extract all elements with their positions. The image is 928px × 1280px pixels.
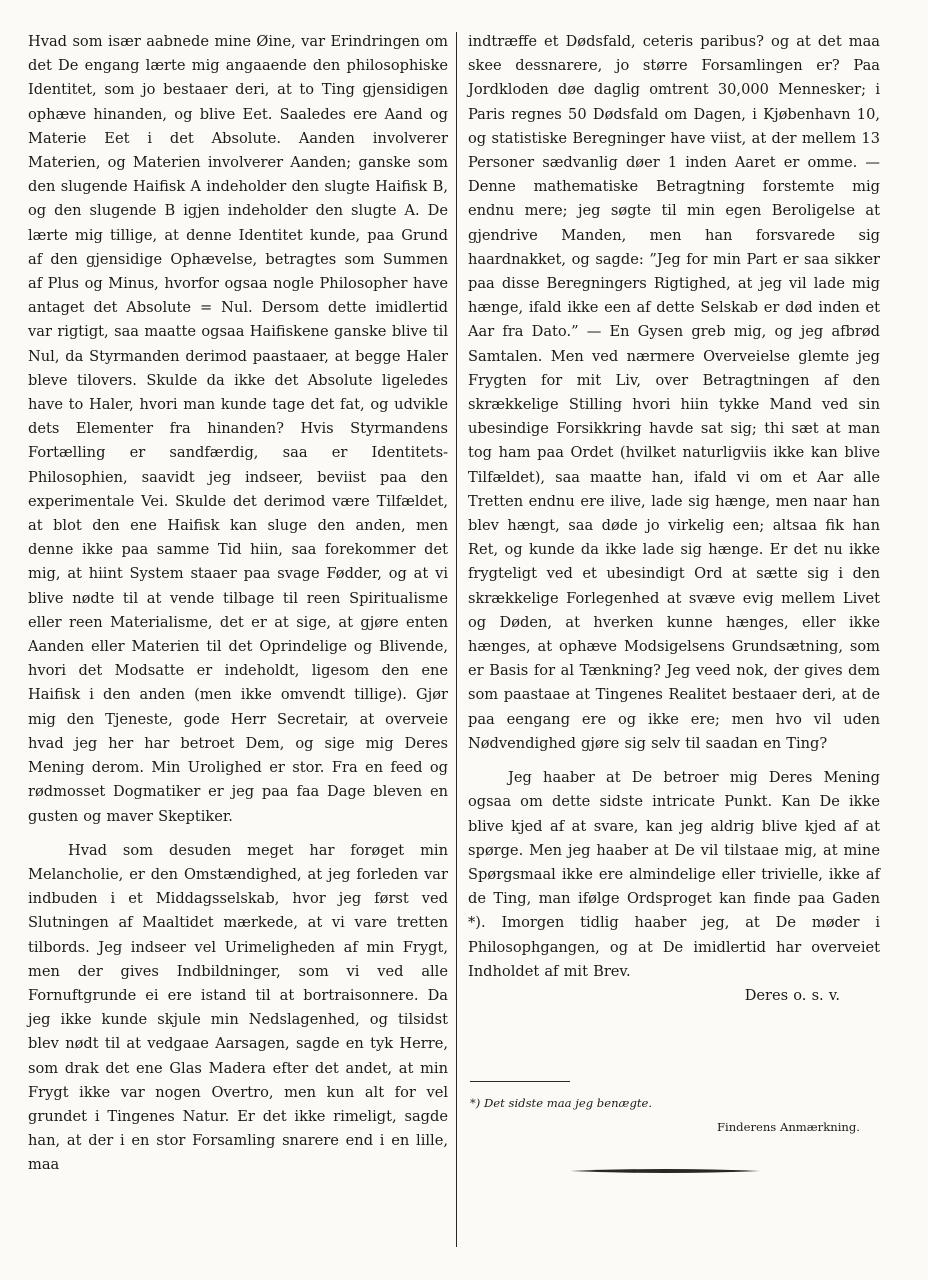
- footnote-divider: [470, 1081, 570, 1082]
- right-paragraph-2: Jeg haaber at De betroer mig Deres Mening ogsaa om dette sidste intricate Punkt. Kan De ikke blive kjed af at svare, kan jeg aldrig blive kjed af at spørge. Men jeg haaber at De vil tilstaae mig, at mine Spørgsmaal ikke ere almindelige eller trivielle, ikke af de Ting, man ifølge Ordsproget kan finde paa Gaden *). Imorgen tidlig haaber jeg, at De møder i Philosophgangen, og at De imidlertid har overveiet Indholdet af mit Brev.: [468, 769, 880, 980]
- left-column: [28, 30, 448, 1178]
- letter-signature: Deres o. s. v.: [744, 986, 840, 1004]
- end-ornament-rule: [570, 1168, 760, 1174]
- right-paragraph-1: indtræffe et Dødsfald, ceteris paribus? og at det maa skee dessnarere, jo større Forsamlingen er? Paa Jordkloden døe daglig omtrent 30,000 Mennesker; i Paris regnes 50 Dødsfald om Dagen, i Kjøbenhavn 10, og statistiske Beregninger have viist, at der mellem 13 Personer sædvanlig døer 1 inden Aaret er omme. — Denne mathematiske Betragtning forstemte mig endnu mere; jeg søgte til min egen Beroligelse at gjendrive Manden, men han forsvarede sig haardnakket, og sagde: ”Jeg for min Part er saa sikker paa disse Beregningers Rigtighed, at jeg vil lade mig hænge, ifald ikke een af dette Selskab er død inden et Aar fra Dato.” — En Gysen greb mig, og jeg afbrød Samtalen. Men ved nærmere Overveielse glemte jeg Frygten for mit Liv, over Betragtningen af den skrækkelige Stilling hvori hiin tykke Mand ved sin ubesindige Forsikkring havde sat sig; thi sæt at man tog ham paa Ordet (hvilket naturligviis ikke kan blive Tilfældet), saa maatte han, ifald vi om et Aar alle Tretten endnu ere ilive, lade sig hænge, men naar han blev hængt, saa døde jo virkelig een; altsaa fik han Ret, og kunde da ikke lade sig hænge. Er det nu ikke frygteligt ved et ubesindigt Ord at sætte sig i den skrækkelige Forlegenhed at svæve evig mellem Livet og Døden, at hverken kunne hænges, eller ikke hænges, at ophæve Modsigelsens Grundsætning, som er Basis for al Tænkning? Jeg veed nok, der gives dem som paastaae at Tingenes Realitet bestaaer deri, at de paa eengang ere og ikke ere; men hvo vil uden Nødvendighed gjøre sig selv til saadan en Ting?: [468, 33, 880, 752]
- column-divider: [456, 32, 457, 1247]
- right-column: [468, 30, 880, 1008]
- footnote-attribution: Finderens Anmærkning.: [716, 1120, 860, 1134]
- footnote: [470, 1094, 870, 1136]
- left-paragraph-1: Hvad som især aabnede mine Øine, var Erindringen om det De engang lærte mig angaaende den philosophiske Identitet, som jo bestaaer deri, at to Ting gjensidigen ophæve hinanden, og blive Eet. Saaledes ere Aand og Materie Eet i det Absolute. Aanden involverer Materien, og Materien involverer Aanden; ganske som den slugende Haifisk A indeholder den slugte Haifisk B, og den slugende B igjen indeholder den slugte A. De lærte mig tillige, at denne Identitet kunde, paa Grund af den gjensidige Ophævelse, betragtes som Summen af Plus og Minus, hvorfor ogsaa nogle Philosopher have antaget det Absolute = Nul. Dersom dette imidlertid var rigtigt, saa maatte ogsaa Haifiskene ganske blive til Nul, da Styrmanden derimod paastaaer, at begge Haler bleve tilovers. Skulde da ikke det Absolute ligeledes have to Haler, hvori man kunde tage det fat, og udvikle dets Elementer fra hinanden? Hvis Styrmandens Fortælling er sandfærdig, saa er Identitets-Philosophien, saavidt jeg indseer, beviist paa den experimentale Vei. Skulde det derimod være Tilfældet, at blot den ene Haifisk kan sluge den anden, men denne ikke paa samme Tid hiin, saa forekommer det mig, at hiint System staaer paa svage Fødder, og at vi blive nødte til at vende tilbage til reen Spiritualisme eller reen Materialisme, det er at sige, at gjøre enten Aanden eller Materien til det Oprindelige og Blivende, hvori det Modsatte er indeholdt, ligesom den ene Haifisk i den anden (men ikke omvendt tillige). Gjør mig den Tjeneste, gode Herr Secretair, at overveie hvad jeg her har betroet Dem, og sige mig Deres Mening derom. Min Urolighed er stor. Fra en feed og rødmosset Dogmatiker er jeg paa faa Dage bleven en gusten og maver Skeptiker.: [28, 33, 448, 825]
- footnote-text: *) Det sidste maa jeg benægte.: [470, 1096, 653, 1110]
- left-paragraph-2: Hvad som desuden meget har forøget min Melancholie, er den Omstændighed, at jeg forleden var indbuden i et Middagsselskab, hvor jeg først ved Slutningen af Maaltidet mærkede, at vi vare tretten tilbords. Jeg indseer vel Urimeligheden af min Frygt, men der gives Indbildninger, som vi ved alle Fornuftgrunde ei ere istand til at bortraisonnere. Da jeg ikke kunde skjule min Nedslagenhed, og tilsidst blev nødt til at vedgaae Aarsagen, sagde en tyk Herre, som drak det ene Glas Madera efter det andet, at min Frygt ikke var nogen Overtro, men kun alt for vel grundet i Tingenes Natur. Er det ikke rimeligt, sagde han, at der i en stor Forsamling snarere end i en lille, maa: [28, 841, 448, 1174]
